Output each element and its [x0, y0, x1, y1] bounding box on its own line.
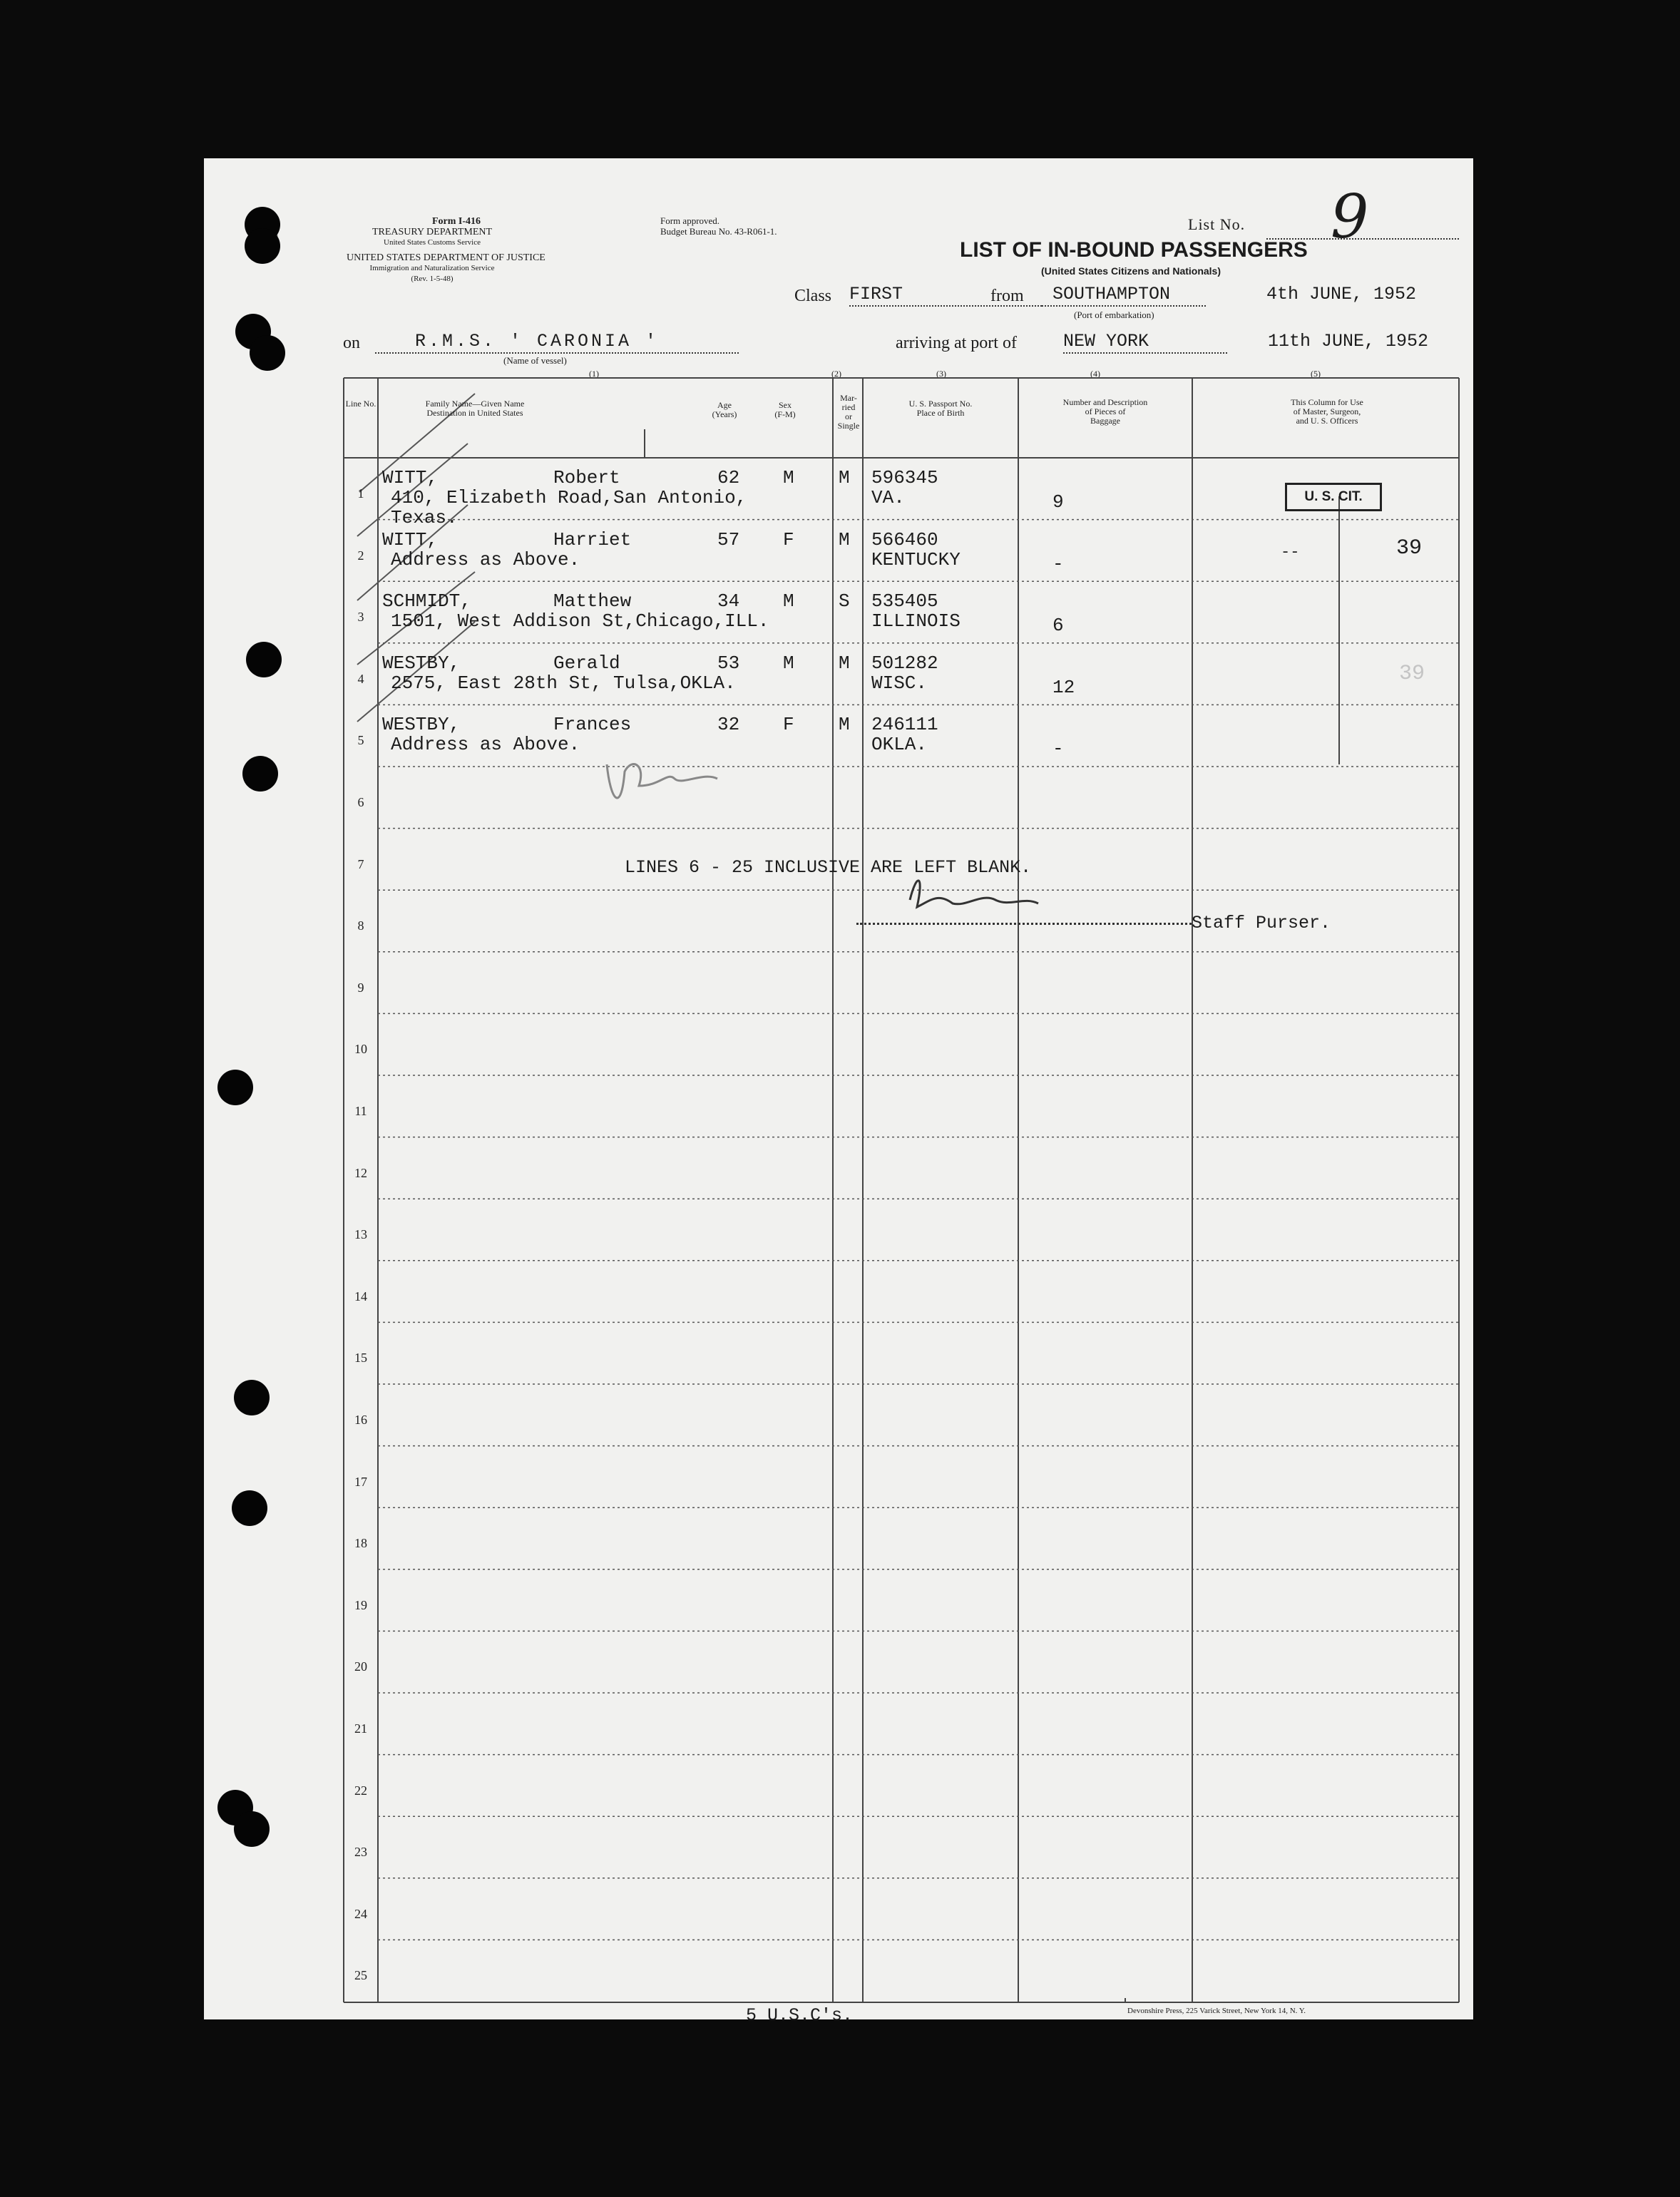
- passenger-passport-no: 535405: [871, 590, 938, 613]
- vessel-caption: (Name of vessel): [503, 355, 567, 366]
- passenger-row: [204, 461, 1473, 528]
- blank-lines-note: LINES 6 - 25 INCLUSIVE ARE LEFT BLANK.: [625, 857, 1032, 878]
- signature-line: [856, 923, 1192, 925]
- passenger-address: Address as Above.: [391, 734, 580, 756]
- list-no-label: List No.: [1188, 215, 1246, 233]
- line-number: 11: [354, 1104, 367, 1118]
- list-no-value: 9: [1331, 182, 1369, 252]
- punch-hole: [242, 756, 278, 792]
- arriving-label: arriving at port of: [896, 334, 1017, 352]
- agency-line-5: (Rev. 1-5-48): [411, 275, 454, 283]
- passenger-given-name: Matthew: [553, 590, 632, 613]
- passenger-sex: F: [783, 714, 794, 736]
- line-number: 18: [354, 1536, 367, 1551]
- agency-line-1: TREASURY DEPARTMENT: [372, 227, 493, 237]
- passenger-passport-no: 246111: [871, 714, 938, 736]
- passenger-passport-no: 566460: [871, 528, 938, 550]
- us-citizen-stamp: U. S. CIT.: [1285, 483, 1382, 511]
- line-number: 17: [354, 1474, 367, 1489]
- line-number: 2: [357, 548, 364, 563]
- passenger-baggage: -: [1052, 738, 1064, 760]
- officer-dash: --: [1281, 543, 1300, 561]
- line-number: 19: [354, 1597, 367, 1612]
- passenger-age: 34: [717, 590, 740, 613]
- passenger-family-name: SCHMIDT,: [382, 590, 471, 613]
- agency-line-2: United States Customs Service: [384, 238, 481, 247]
- signature-title: Staff Purser.: [1192, 913, 1331, 933]
- passenger-given-name: Harriet: [553, 528, 632, 550]
- passenger-row: [204, 646, 1473, 708]
- line-number: 23: [354, 1845, 367, 1860]
- passenger-passport-no: 596345: [871, 467, 938, 488]
- line-number: 16: [354, 1413, 367, 1427]
- officer-count: 39: [1396, 536, 1423, 560]
- passenger-address: 1501, West Addison St,Chicago,ILL.: [391, 610, 769, 633]
- punch-hole: [217, 1070, 253, 1105]
- agency-line-3: UNITED STATES DEPARTMENT OF JUSTICE: [347, 252, 546, 263]
- passenger-row: [204, 707, 1473, 769]
- arrival-port: NEW YORK: [1063, 331, 1149, 352]
- approval-line-2: Budget Bureau No. 43-R061-1.: [660, 226, 777, 237]
- passenger-age: 53: [717, 652, 740, 674]
- passenger-birthplace: KENTUCKY: [871, 548, 961, 570]
- header-passport: U. S. Passport No. Place of Birth: [908, 399, 973, 418]
- passenger-baggage: 9: [1052, 491, 1064, 513]
- class-label: Class: [794, 287, 832, 305]
- punch-hole: [245, 228, 280, 264]
- line-number: 20: [354, 1659, 367, 1674]
- passenger-birthplace: WISC.: [871, 672, 928, 694]
- class-value: FIRST: [849, 284, 903, 304]
- passenger-passport-no: 501282: [871, 652, 938, 674]
- passenger-given-name: Frances: [553, 714, 632, 736]
- passenger-sex: M: [783, 590, 794, 613]
- passenger-baggage: 6: [1052, 615, 1064, 637]
- passenger-address: 2575, East 28th St, Tulsa,OKLA.: [391, 672, 736, 694]
- passenger-given-name: Robert: [553, 467, 620, 488]
- passenger-family-name: WITT,: [382, 467, 439, 488]
- passenger-address: Address as Above.: [391, 548, 580, 570]
- passenger-row: [204, 584, 1473, 646]
- line-number: 24: [354, 1906, 367, 1921]
- colnum-4: (4): [1090, 369, 1100, 379]
- passenger-family-name: WITT,: [382, 528, 439, 550]
- line-number: 22: [354, 1783, 367, 1798]
- header-line: Line No.: [345, 399, 377, 409]
- passenger-family-name: WESTBY,: [382, 652, 461, 674]
- form-id: Form I-416: [432, 216, 481, 227]
- form-subtitle: (United States Citizens and Nationals): [1040, 265, 1221, 277]
- passenger-marital-status: S: [839, 590, 850, 613]
- passenger-marital-status: M: [839, 714, 850, 736]
- colnum-3: (3): [936, 369, 946, 379]
- passenger-marital-status: M: [839, 528, 850, 550]
- passenger-age: 62: [717, 467, 740, 488]
- passenger-address: 410, Elizabeth Road,San Antonio,: [391, 487, 747, 508]
- form-title: LIST OF IN-BOUND PASSENGERS: [960, 238, 1308, 262]
- line-number: 25: [354, 1968, 367, 1983]
- line-number: 5: [357, 733, 364, 748]
- table-grid: [204, 158, 1473, 2019]
- passenger-sex: M: [783, 652, 794, 674]
- header-sex: Sex (F-M): [774, 400, 796, 419]
- punch-hole: [250, 335, 285, 371]
- printer-imprint: Devonshire Press, 225 Varick Street, New York 14, N. Y.: [1127, 2007, 1306, 2015]
- line-number: 6: [357, 795, 364, 809]
- line-number: 7: [357, 856, 364, 871]
- passenger-sex: M: [783, 467, 794, 488]
- on-label: on: [343, 334, 360, 352]
- line-number: 9: [357, 980, 364, 995]
- header-age: Age (Years): [712, 400, 737, 419]
- line-number: 12: [354, 1165, 367, 1180]
- officer-count-faint: 39: [1399, 662, 1425, 686]
- line-number: 4: [357, 671, 364, 686]
- punch-hole: [246, 642, 282, 677]
- footer-total: 5 U.S.C's.: [746, 2005, 854, 2026]
- header-married: Mar- ried or Single: [837, 393, 860, 431]
- passenger-marital-status: M: [839, 652, 850, 674]
- passenger-baggage: 12: [1052, 676, 1075, 698]
- departure-date: 4th JUNE, 1952: [1266, 284, 1417, 304]
- manifest-page: [204, 158, 1473, 2026]
- agency-line-4: Immigration and Naturalization Service: [369, 264, 495, 272]
- line-number: 10: [354, 1042, 367, 1057]
- passenger-family-name: WESTBY,: [382, 714, 461, 736]
- line-number: 21: [354, 1721, 367, 1736]
- passenger-given-name: Gerald: [553, 652, 620, 674]
- passenger-age: 32: [717, 714, 740, 736]
- passenger-baggage: -: [1052, 553, 1064, 575]
- passenger-marital-status: M: [839, 467, 850, 488]
- passenger-birthplace: VA.: [871, 487, 905, 508]
- passenger-birthplace: ILLINOIS: [871, 610, 961, 633]
- line-number: 1: [357, 486, 364, 501]
- from-value: SOUTHAMPTON: [1052, 284, 1171, 304]
- vessel-name: R.M.S. ' CARONIA ': [415, 331, 660, 352]
- line-number: 8: [357, 918, 364, 933]
- header-baggage: Number and Description of Pieces of Baggage: [1062, 397, 1148, 426]
- punch-hole: [234, 1811, 270, 1847]
- line-number: 14: [354, 1289, 367, 1304]
- header-officers: This Column for Use of Master, Surgeon, and U. S. Officers: [1291, 397, 1363, 426]
- passenger-sex: F: [783, 528, 794, 550]
- punch-hole: [234, 1380, 270, 1415]
- colnum-2: (2): [831, 369, 841, 379]
- header-name: Family Name—Given Name Destination in United States: [425, 399, 525, 418]
- colnum-5: (5): [1311, 369, 1321, 379]
- passenger-birthplace: OKLA.: [871, 734, 928, 756]
- line-number: 3: [357, 610, 364, 625]
- arrival-date: 11th JUNE, 1952: [1268, 331, 1429, 352]
- passenger-age: 57: [717, 528, 740, 550]
- from-label: from: [990, 287, 1024, 305]
- line-number: 13: [354, 1227, 367, 1242]
- colnum-1: (1): [589, 369, 599, 379]
- punch-hole: [232, 1490, 267, 1526]
- passenger-address-cont: Texas.: [391, 507, 458, 528]
- approval-line-1: Form approved.: [660, 215, 720, 226]
- line-number: 15: [354, 1351, 367, 1366]
- port-caption: (Port of embarkation): [1074, 309, 1154, 320]
